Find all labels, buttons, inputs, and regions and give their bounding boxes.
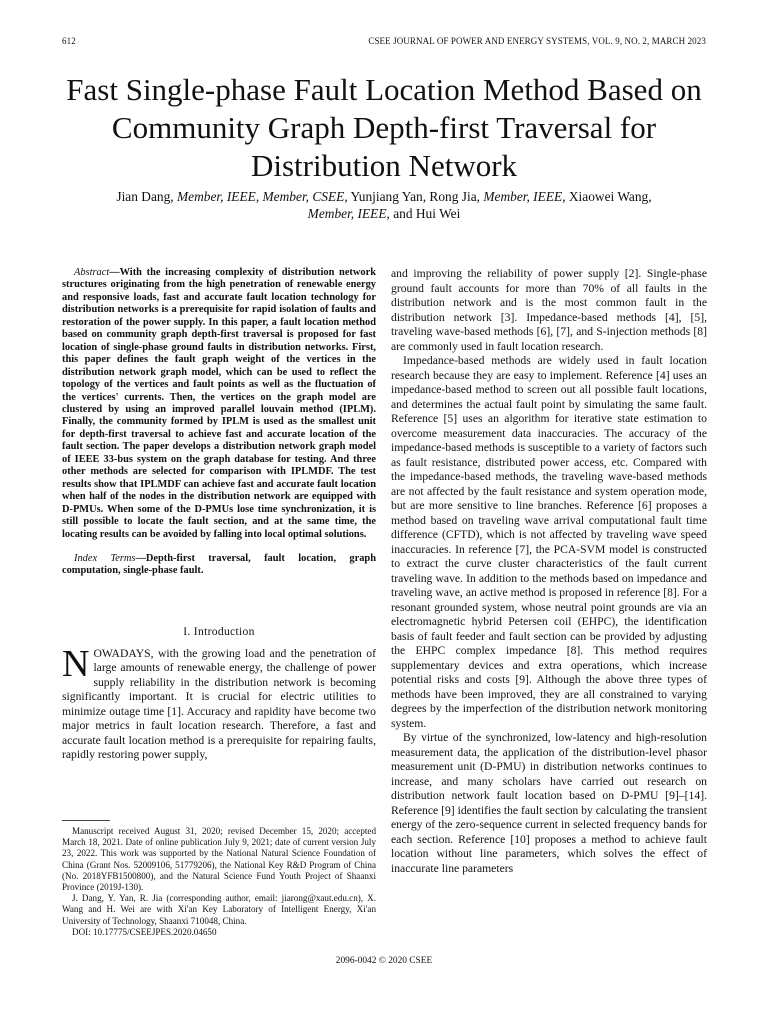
paragraph-impedance: Impedance-based methods are widely used in fault location research because they are easy to implement. Reference [4] uses an impedance-based method to screen out all possible fault locations, and determines the actual fault point by simulating the same fault. Reference [5] uses an algorithm for iterative state estimation to overcome measurement data inaccuracies. The accuracy of the impedance-based methods is susceptible to a variety of factors such as fault resistance, distributed power access, etc. Compared with the impedance-based methods, the traveling wave-based methods are not affected by the fault resistance and system operation mode, but are more sensitive to line branches. Reference [6] proposes a method based on traveling wave arrival computational fault time difference (CFTD), which is not affected by traveling wave speed inaccuracies. In reference [7], the PCA-SVM model is constructed to extract the curve cluster characteristics of the fault current traveling wave. In addition to the methods based on impedance and traveling wave, an active method is proposed in reference [8]. For a resonant grounded system, whose neutral point grounds are via an electromagnetic hybrid Petersen coil (EHPC), the identification basis of fault feeder and fault section can be provided by adjusting the EHPC complex impedance [8]. This method requires supplementary devices and extra operations, which increase potential risks and costs [9]. Although the above three types of methods have been improved, they are all constrained to varying degrees by the imperfection of the distribution network monitoring system. [391, 354, 707, 730]
intro-paragraph [62, 642, 376, 763]
paragraph-dpmu: By virtue of the synchronized, low-latency and high-resolution measurement data, the application of the distribution-level phasor measurement unit (D-PMU) in distribution networks continues to increase, and many scholars have carried out research on distribution network fault location based on D-PMU [9]–[14]. Reference [9] identifies the fault section by calculating the transient energy of the zero-sequence current in selected frequency bands for each section. Reference [10] proposes a method to achieve fault location without line parameters, which solves the effect of inaccurate line parameters [391, 731, 707, 875]
copyright-footer: 2096-0042 © 2020 CSEE [335, 956, 433, 966]
footnote-doi: DOI: 10.17775/CSEEJPES.2020.04650 [72, 926, 217, 937]
author-text: , [255, 189, 263, 204]
page-number: 612 [62, 36, 76, 46]
journal-name: CSEE JOURNAL OF POWER AND ENERGY SYSTEMS, VOL. 9, NO. 2, MARCH 2023 [368, 36, 706, 46]
paragraph-text: , with the growing load and the penetration of large amounts of renewable energy, the challenge of power supply reliability in the distribution network is becoming significantly important. It is crucial for electric utilities to minimize outage time [1]. Accuracy and rapidity have become two major metrics in fault location research. Therefore, a fast and accurate fault location method is a prerequisite for repairing faults, rapidly restoring power supply, [62, 646, 376, 762]
footnote-manuscript: Manuscript received August 31, 2020; revised December 15, 2020; accepted March 18, 2021. Date of online publication July 9, 2021; date of current version July 23, 2022. This work was supported by the National Natural Science Foundation of China (Grant Nos. 52009106, 51779206), the National Key R&D Program of China (No. 2018YFB1500800), and the Natural Science Fund Youth Project of Shaanxi Province (2019J-130). [62, 826, 376, 893]
author-list [60, 188, 708, 222]
author-text: , and Hui Wei [386, 206, 461, 221]
index-terms [62, 553, 376, 578]
running-head [62, 36, 706, 50]
footnote-authors: J. Dang, Y. Yan, R. Jia (corresponding author, email: jiarong@xaut.edu.cn), X. Wang and H. Wei are with Xi'an Key Laboratory of Intelligent Energy, Xi'an University of Technology, Shaanxi 710048, China. [62, 893, 376, 926]
author-affil: Member, IEEE [483, 189, 563, 204]
author-affil: Member, IEEE [307, 206, 387, 221]
index-terms-label: Index Terms [74, 552, 136, 564]
author-affil: Member, CSEE [262, 189, 345, 204]
lead-word: OWADAYS [93, 646, 151, 660]
intro-paragraph-continued: and improving the reliability of power supply [2]. Single-phase ground fault accounts for more than 70% of all faults in the distribution network and is the most common fault in the distribution network [3]. Impedance-based methods [4], [5], traveling wave-based methods [6], [7], and S-injection methods [8] are commonly used in fault location research. [391, 267, 707, 353]
abstract-label: Abstract [74, 267, 110, 278]
author-text: Jian Dang, [116, 189, 177, 204]
footnote-rule [62, 820, 110, 821]
abstract [62, 267, 376, 541]
paper-title: Fast Single-phase Fault Location Method Based on Community Graph Depth-first Traversal for Distribution Network [66, 72, 702, 183]
abstract-text: —With the increasing complexity of distribution network structures originating from the high penetration of renewable energy and responsive loads, fast and accurate fault location technology for distribution networks is a prerequisite for rapid isolation of faults and restoration of the power supply. In this paper, a fault location method based on community graph depth-first traversal is proposed for fast location of single-phase ground faults in distribution networks. First, this paper defines the fault graph weight of the vertices in the distribution network graph model, which can be used to reflect the topology of the vertices and fault points as well as the fluctuation of the vertices' currents. Then, the vertices on the graph model are clustered by using an improved parallel louvain method (IPLM). Finally, the community formed by IPLM is used as the smallest unit for depth-first traversal to achieve fast and accurate location of the fault section. The paper develops a distribution network graph model of IEEE 33-bus system on the graph database for testing. And three other methods are selected for comparison with IPLMDF. The test results show that IPLMDF can achieve fast and accurate fault location when half of the nodes in the distribution network are equipped with D-PMUs. When some of the D-PMUs lose time synchronization, it is still possible to locate the fault section, and at the same time, the locating results can be avoided by falling into local optimal solutions. [62, 267, 376, 540]
author-text: , Yunjiang Yan, Rong Jia, [344, 189, 484, 204]
author-affil: Member, IEEE [177, 189, 256, 204]
right-column [391, 267, 707, 876]
left-column [62, 267, 376, 763]
footnotes [62, 826, 376, 938]
section-heading: I. Introduction [183, 624, 255, 638]
author-text: , Xiaowei Wang, [562, 189, 652, 204]
drop-cap: N [62, 642, 90, 685]
index-terms-text: —Depth-first traversal, fault location, graph computation, single-phase fault. [62, 552, 376, 577]
